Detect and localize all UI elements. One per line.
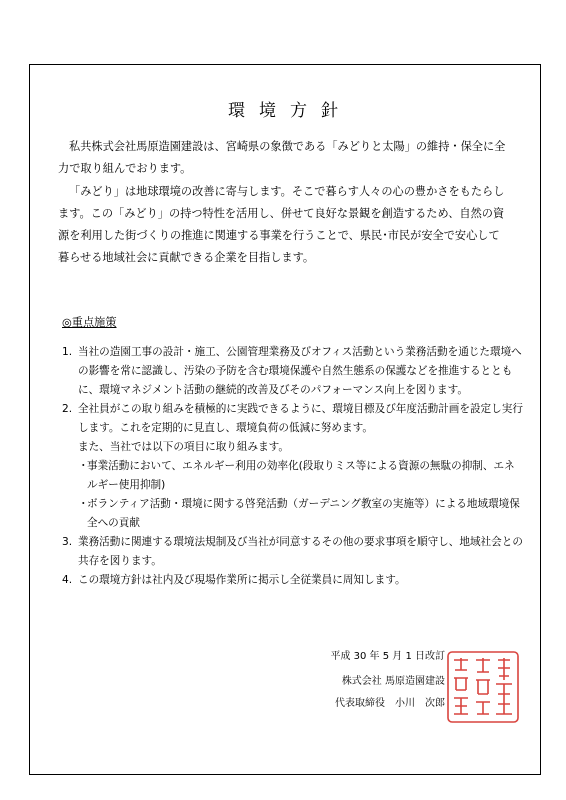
intro-paragraph: 私共株式会社馬原造園建設は、宮崎県の象徴である「みどりと太陽」の維持・保全に全力で取り組んでおります。 <box>58 140 506 175</box>
intro-paragraph: 「みどり」は地球環境の改善に寄与します。そこで暮らす人々の心の豊かさをもたらします。この「みどり」の持つ特性を活用し、併せて良好な景観を創造するため、自然の資源を利用した街づくりの推進に関連する事業を行うことで、県民･市民が安全で安心して暮らせる地域社会に貢献できる企業を目指します。 <box>58 185 505 264</box>
intro-section <box>58 136 510 269</box>
bullet-text: ボランティア活動・環境に関する啓発活動（ガーデニング教室の実施等）による地域環境保全への貢献 <box>87 498 520 529</box>
measures-list <box>62 343 524 590</box>
measure-item <box>62 343 524 400</box>
measure-text: 全社員がこの取り組みを積極的に実践できるように、環境目標及び年度活動計画を設定し実行します。これを定期的に見直し、環境負荷の低減に努めます。 <box>78 403 523 434</box>
measure-number: 4. <box>62 574 73 586</box>
measure-number: 3. <box>62 536 73 548</box>
seal-column-middle <box>476 658 490 714</box>
company-name: 株式会社 馬原造園建設 <box>341 676 445 687</box>
revision-date: 平成 30 年 5 月 1 日改訂 <box>330 651 445 662</box>
bullet-mark: ・ <box>78 460 89 472</box>
representative-name: 代表取締役 小川 次郎 <box>335 698 445 709</box>
measure-text: 当社の造園工事の設計・施工、公園管理業務及びオフィス活動という業務活動を通じた環境への影響を常に認識し、汚染の予防を含む環境保護や自然生態系の保護などを推進するとともに、環境マネジメント活動の継続的改善及びそのパフォーマンス向上を図ります。 <box>78 346 522 396</box>
page-title: 環境方針 <box>228 101 352 121</box>
bullet-mark: ・ <box>78 498 89 510</box>
measure-text: 業務活動に関連する環境法規制及び当社が同意するその他の要求事項を順守し、地域社会との共存を図ります。 <box>78 536 523 567</box>
measure-item <box>62 400 524 533</box>
seal-column-right <box>496 658 512 714</box>
measure-bullet <box>78 495 524 533</box>
measure-extra-text: また、当社では以下の項目に取り組みます。 <box>78 441 290 453</box>
measure-number: 2. <box>62 403 73 415</box>
measure-text: この環境方針は社内及び現場作業所に掲示し全従業員に周知します。 <box>78 574 406 586</box>
focus-measures-heading: ◎重点施策 <box>62 316 117 329</box>
measure-bullet <box>78 457 524 495</box>
seal-column-left <box>454 658 468 714</box>
measure-number: 1. <box>62 346 73 358</box>
measure-item <box>62 571 524 590</box>
measure-item <box>62 533 524 571</box>
bullet-text: 事業活動において、エネルギー利用の効率化(段取りミス等による資源の無駄の抑制、エネルギー使用抑制) <box>87 460 515 491</box>
company-seal-stamp <box>446 650 520 724</box>
